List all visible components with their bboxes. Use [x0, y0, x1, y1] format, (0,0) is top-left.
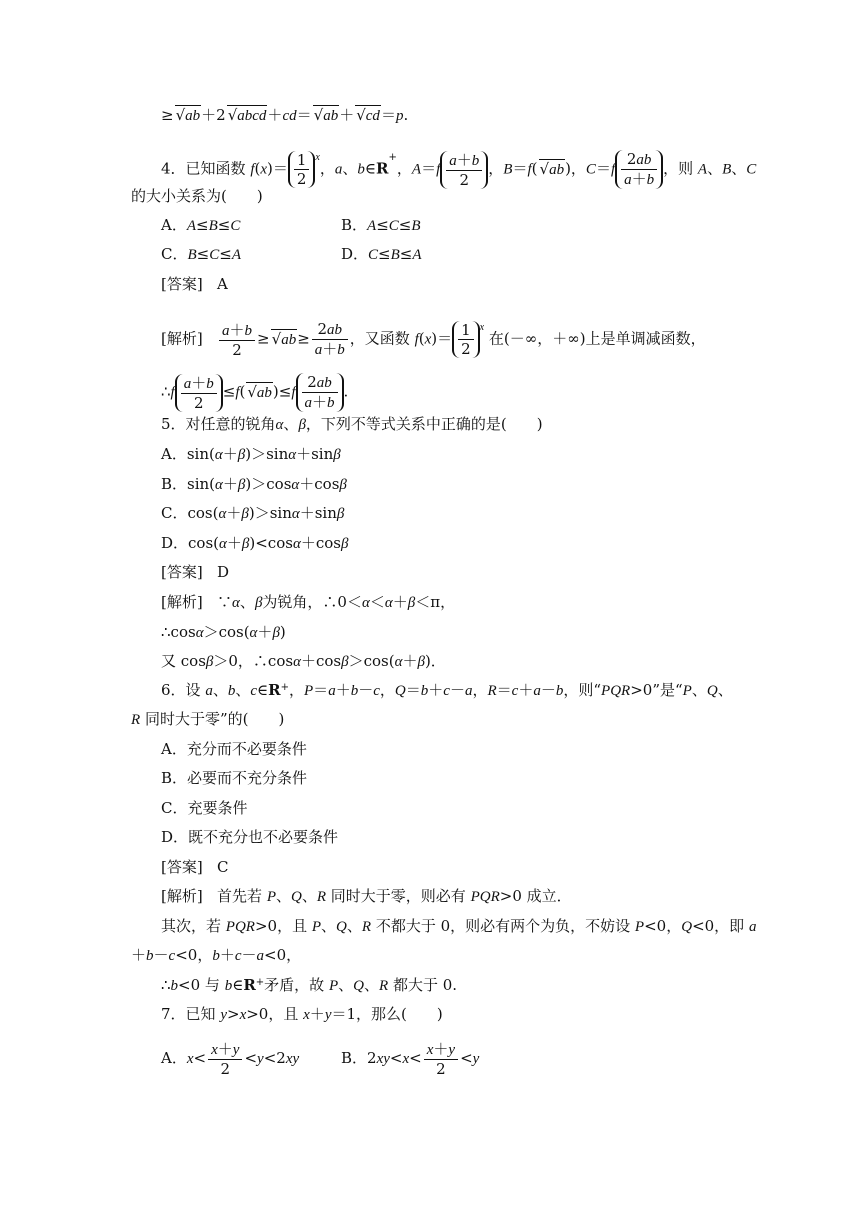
q4-option-b: B．A≤C≤B — [341, 216, 421, 234]
q6-answer: [答案] C — [161, 858, 229, 876]
q4-option-a: A．A≤B≤C — [161, 216, 241, 234]
q5-analysis-1: [解析] ∵α、β为锐角，∴0＜α＜α＋β＜π， — [161, 593, 456, 611]
question-4-stem-cont: 的大小关系为( ) — [131, 187, 263, 205]
question-5-stem: 5．对任意的锐角α、β，下列不等式关系中正确的是( ) — [161, 415, 543, 433]
q6-analysis-4: ∴b<0 与 b∈R+矛盾，故 P、Q、R 都大于 0. — [161, 976, 458, 994]
q5-analysis-3: 又 cosβ＞0，∴cosα＋cosβ＞cos(α＋β)． — [161, 652, 446, 670]
question-4-stem: 4．已知函数 f(x)＝ $\frac{1}{2}$ $^x$，a、b∈R+，A＝f $\frac{a+b}{2}$ ，B＝f(√ ab)，C＝f $\frac{2ab}{a+b}$ ，则 A、B、C — [161, 150, 756, 189]
q6-option-d: D．既不充分也不必要条件 — [161, 828, 339, 846]
q5-option-d: D．cos(α＋β)<cosα＋cosβ — [161, 534, 349, 552]
question-6-stem-cont: R 同时大于零”的( ) — [131, 710, 285, 728]
q4-option-d: D．C≤B≤A — [341, 245, 422, 263]
q4-answer: [答案] A — [161, 275, 228, 293]
question-7-stem: 7．已知 y>x>0，且 x＋y＝1，那么( ) — [161, 1005, 443, 1023]
q5-option-c: C．cos(α＋β)＞sinα＋sinβ — [161, 504, 345, 522]
q6-analysis-1: [解析] 首先若 P、Q、R 同时大于零，则必有 PQR>0 成立． — [161, 887, 572, 905]
question-6-stem: 6．设 a、b、c∈R+，P＝a＋b－c，Q＝b＋c－a，R＝c＋a－b，则“PQR>0”是“P、Q、 — [161, 681, 733, 699]
q5-answer: [答案] D — [161, 563, 230, 581]
q7-option-a: A．x< $\frac{x+y}{2}$ <y<2xy — [161, 1040, 300, 1078]
proof-conclusion-line: ≥√ ab＋2√ abcd＋cd＝√ ab＋√ cd＝p. — [161, 105, 408, 126]
q4-analysis-conclusion: ∴f $\frac{a+b}{2}$ ≤f(√ ab)≤f $\frac{2ab}{a+b}$ . — [161, 373, 348, 412]
q4-option-c: C．B≤C≤A — [161, 245, 241, 263]
q6-analysis-2: 其次，若 PQR>0，且 P、Q、R 不都大于 0，则必有两个为负，不妨设 P<0，Q<0，即 a — [161, 917, 757, 935]
q5-option-b: B．sin(α＋β)＞cosα＋cosβ — [161, 475, 347, 493]
q6-analysis-3: ＋b－c<0，b＋c－a<0， — [131, 946, 302, 964]
q5-analysis-2: ∴cosα＞cos(α＋β) — [161, 623, 286, 641]
q5-option-a: A．sin(α＋β)＞sinα＋sinβ — [161, 445, 341, 463]
q6-option-a: A．充分而不必要条件 — [161, 740, 307, 758]
q4-analysis: [解析] $\frac{a+b}{2}$ ≥√ ab≥ $\frac{2ab}{a+b}$ ，又函数 f(x)＝ $\frac{1}{2}$ $^x$ 在(－∞，＋∞)上是单调减函数， — [161, 320, 706, 359]
q7-option-b: B．2xy<x< $\frac{x+y}{2}$ <y — [341, 1040, 480, 1078]
q6-option-b: B．必要而不充分条件 — [161, 769, 308, 787]
q6-option-c: C．充要条件 — [161, 799, 248, 817]
